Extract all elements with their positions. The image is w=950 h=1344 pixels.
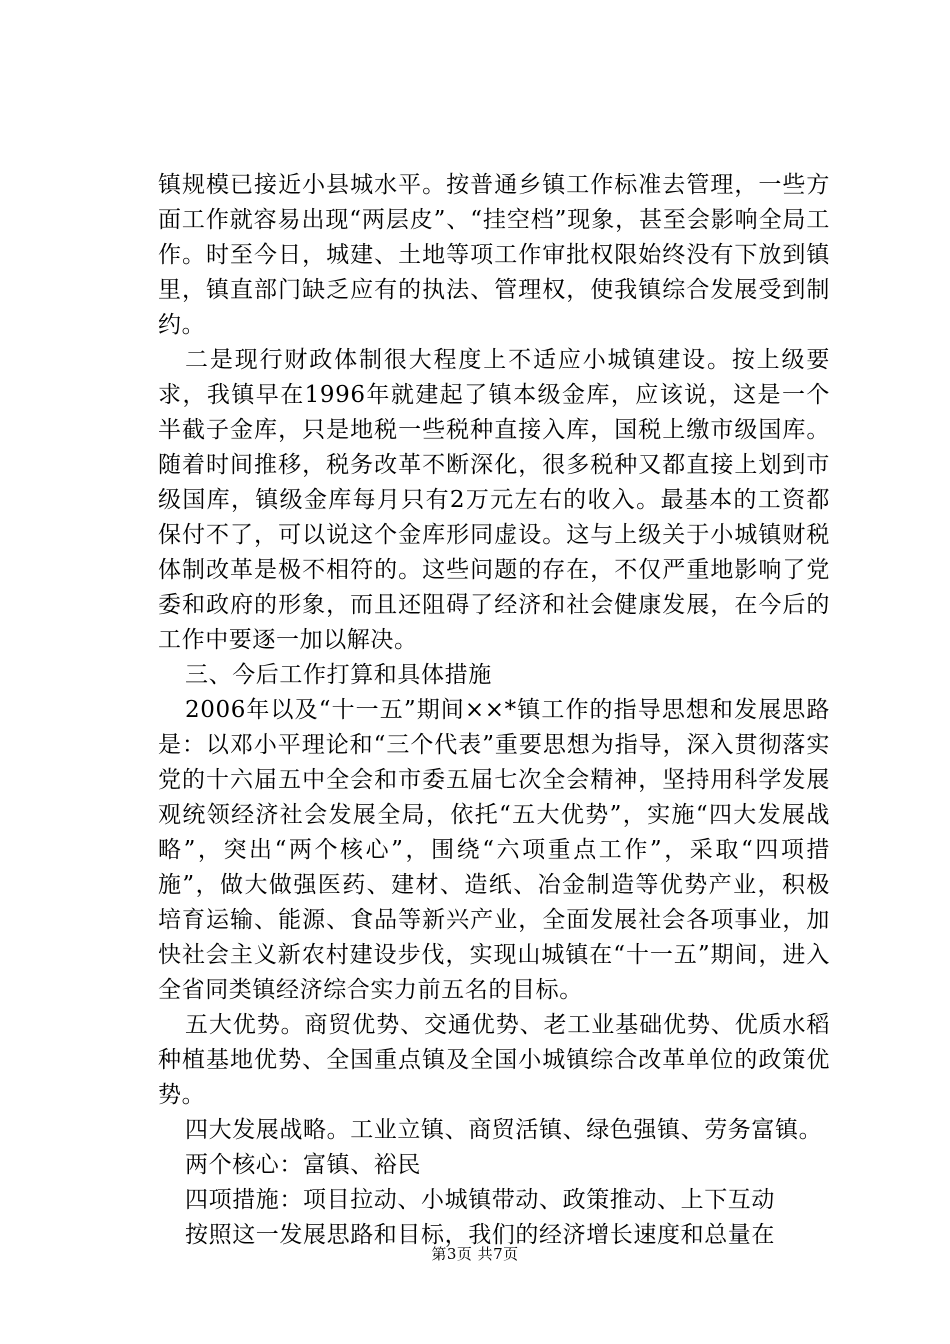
paragraph-2: 二是现行财政体制很大程度上不适应小城镇建设。按上级要求，我镇早在1996年就建起了镇本级金库，应该说，这是一个半截子金库，只是地税一些税种直接入库，国税上缴市级国库。随着时间推移，税务改革不断深化，很多税种又都直接上划到市级国库，镇级金库每月只有2万元左右的收入。最基本的工资都保付不了，可以说这个金库形同虚设。这与上级关于小城镇财税体制改革是极不相符的。这些问题的存在，不仅严重地影响了党委和政府的形象，而且还阻碍了经济和社会健康发展，在今后的工作中要逐一加以解决。 — [158, 347, 830, 653]
paragraph-9: 按照这一发展思路和目标，我们的经济增长速度和总量在 — [185, 1222, 775, 1248]
page-footer: 第3页 共7页 — [431, 1245, 519, 1263]
paragraph-1: 镇规模已接近小县城水平。按普通乡镇工作标准去管理，一些方面工作就容易出现“两层皮”、“挂空档”现象，甚至会影响全局工作。时至今日，城建、土地等项工作审批权限始终没有下放到镇里，镇直部门缺乏应有的执法、管理权，使我镇综合发展受到制约。 — [158, 172, 830, 338]
section-heading: 三、今后工作打算和具体措施 — [185, 662, 492, 688]
paragraph-5: 五大优势。商贸优势、交通优势、老工业基础优势、优质水稻种植基地优势、全国重点镇及全国小城镇综合改革单位的政策优势。 — [158, 1012, 830, 1108]
paragraph-6: 四大发展战略。工业立镇、商贸活镇、绿色强镇、劳务富镇。 — [185, 1117, 823, 1143]
paragraph-8: 四项措施：项目拉动、小城镇带动、政策推动、上下互动 — [185, 1187, 775, 1213]
document-body — [158, 168, 830, 1253]
paragraph-4: 2006年以及“十一五”期间××*镇工作的指导思想和发展思路是：以邓小平理论和“三个代表”重要思想为指导，深入贯彻落实党的十六届五中全会和市委五届七次全会精神，坚持用科学发展观统领经济社会发展全局，依托“五大优势”，实施“四大发展战略”，突出“两个核心”，围绕“六项重点工作”，采取“四项措施”，做大做强医药、建材、造纸、冶金制造等优势产业，积极培育运输、能源、食品等新兴产业，全面发展社会各项事业，加快社会主义新农村建设步伐，实现山城镇在“十一五”期间，进入全省同类镇经济综合实力前五名的目标。 — [158, 697, 830, 1003]
paragraph-7: 两个核心：富镇、裕民 — [185, 1152, 421, 1178]
